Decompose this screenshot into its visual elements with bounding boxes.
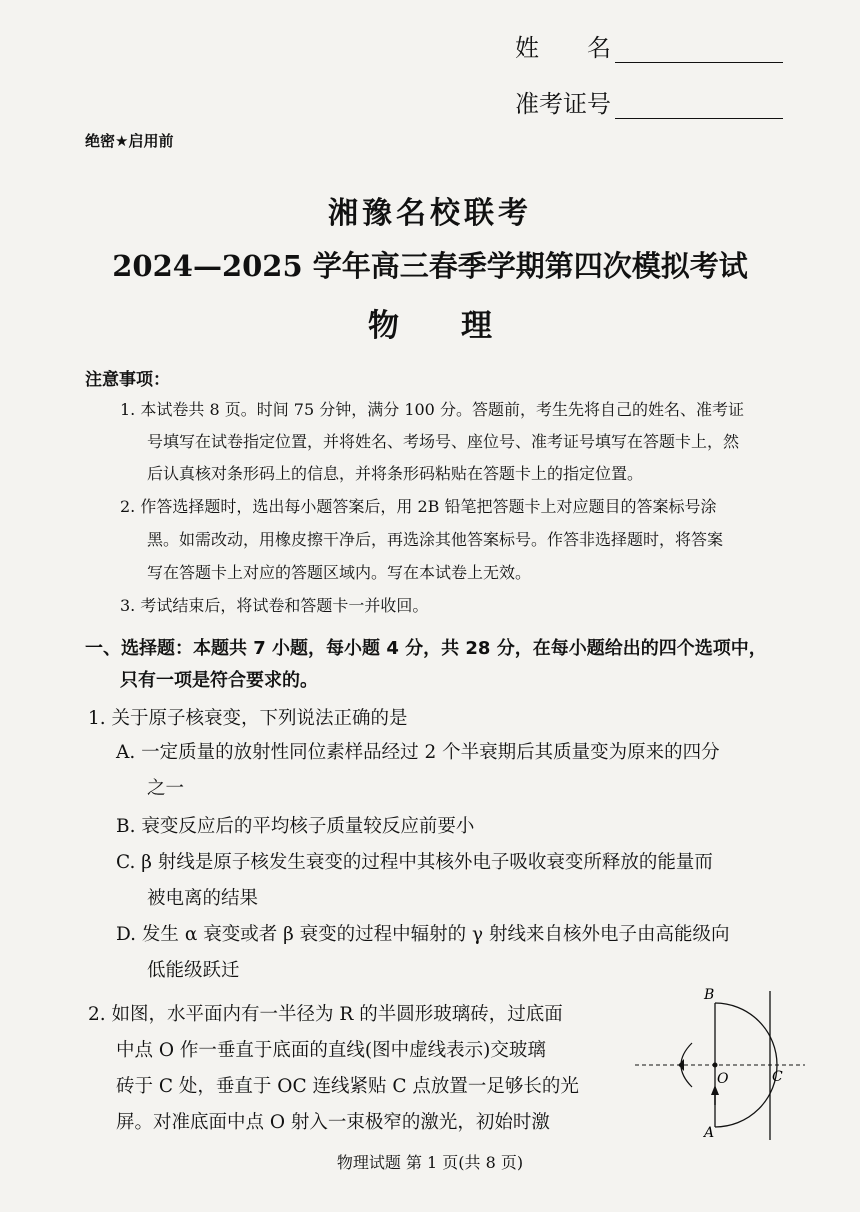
notice-line: 写在答题卡上对应的答题区域内。写在本试卷上无效。: [147, 563, 532, 582]
q1-option-c-cont: 被电离的结果: [147, 888, 259, 909]
name-field: [515, 28, 783, 63]
question-2-line: 中点 O 作一垂直于底面的直线(图中虚线表示)交玻璃: [116, 1040, 546, 1061]
q1-option-b: B. 衰变反应后的平均核子质量较反应前要小: [116, 816, 475, 837]
exam-title-union: 湘豫名校联考: [328, 196, 532, 231]
exam-subject: 物 理: [368, 308, 492, 344]
notice-line: 2. 作答选择题时，选出每小题答案后，用 2B 铅笔把答题卡上对应题目的答案标号涂: [120, 497, 717, 516]
q1-option-a-cont: 之一: [147, 778, 185, 799]
question-1-stem: 1. 关于原子核衰变，下列说法正确的是: [88, 708, 408, 729]
q1-option-d-cont: 低能级跃迁: [147, 960, 240, 981]
notice-line: 号填写在试卷指定位置，并将姓名、考场号、座位号、准考证号填写在答题卡上，然: [147, 432, 740, 451]
exam-title-main: 2024—2025 学年高三春季学期第四次模拟考试: [112, 249, 748, 283]
label-o: O: [717, 1071, 729, 1087]
q1-option-d: D. 发生 α 衰变或者 β 衰变的过程中辐射的 γ 射线来自核外电子由高能级向: [116, 924, 730, 945]
page-footer: 物理试题 第 1 页(共 8 页): [336, 1153, 524, 1172]
name-label: 姓 名: [515, 34, 611, 62]
point-o: [713, 1063, 718, 1068]
exam-id-field: [515, 84, 783, 119]
section-heading-cont: 只有一项是符合要求的。: [120, 670, 318, 691]
question-2-line: 屏。对准底面中点 O 射入一束极窄的激光，初始时激: [116, 1112, 550, 1133]
question-2-line: 砖于 C 处，垂直于 OC 连线紧贴 C 点放置一足够长的光: [116, 1076, 579, 1097]
notice-line: 黑。如需改动，用橡皮擦干净后，再选涂其他答案标号。作答非选择题时，将答案: [147, 530, 724, 549]
label-a: A: [704, 1125, 715, 1141]
label-b: B: [704, 987, 715, 1003]
glass-arc: [715, 1003, 777, 1127]
exam-id-label: 准考证号: [515, 90, 611, 118]
notice-line: 3. 考试结束后，将试卷和答题卡一并收回。: [120, 596, 429, 615]
q1-option-c: C. β 射线是原子核发生衰变的过程中其核外电子吸收衰变所释放的能量而: [116, 852, 713, 873]
exam-id-blank: [615, 88, 783, 119]
section-heading: 一、选择题：本题共 7 小题，每小题 4 分，共 28 分，在每小题给出的四个选项中，: [85, 638, 767, 659]
notice-line: 后认真核对条形码上的信息，并将条形码粘贴在答题卡上的指定位置。: [147, 464, 644, 483]
q1-option-a: A. 一定质量的放射性同位素样品经过 2 个半衰期后其质量变为原来的四分: [116, 742, 720, 763]
question-2-stem: 2. 如图，水平面内有一半径为 R 的半圆形玻璃砖，过底面: [88, 1004, 563, 1025]
label-c: C: [772, 1069, 783, 1085]
notice-line: 1. 本试卷共 8 页。时间 75 分钟，满分 100 分。答题前，考生先将自己的姓名、准考证: [120, 400, 744, 419]
secret-mark: 绝密★启用前: [85, 132, 174, 150]
semicircle-glass-figure: [620, 985, 820, 1145]
name-blank: [615, 32, 783, 63]
notice-heading: 注意事项：: [85, 370, 170, 390]
